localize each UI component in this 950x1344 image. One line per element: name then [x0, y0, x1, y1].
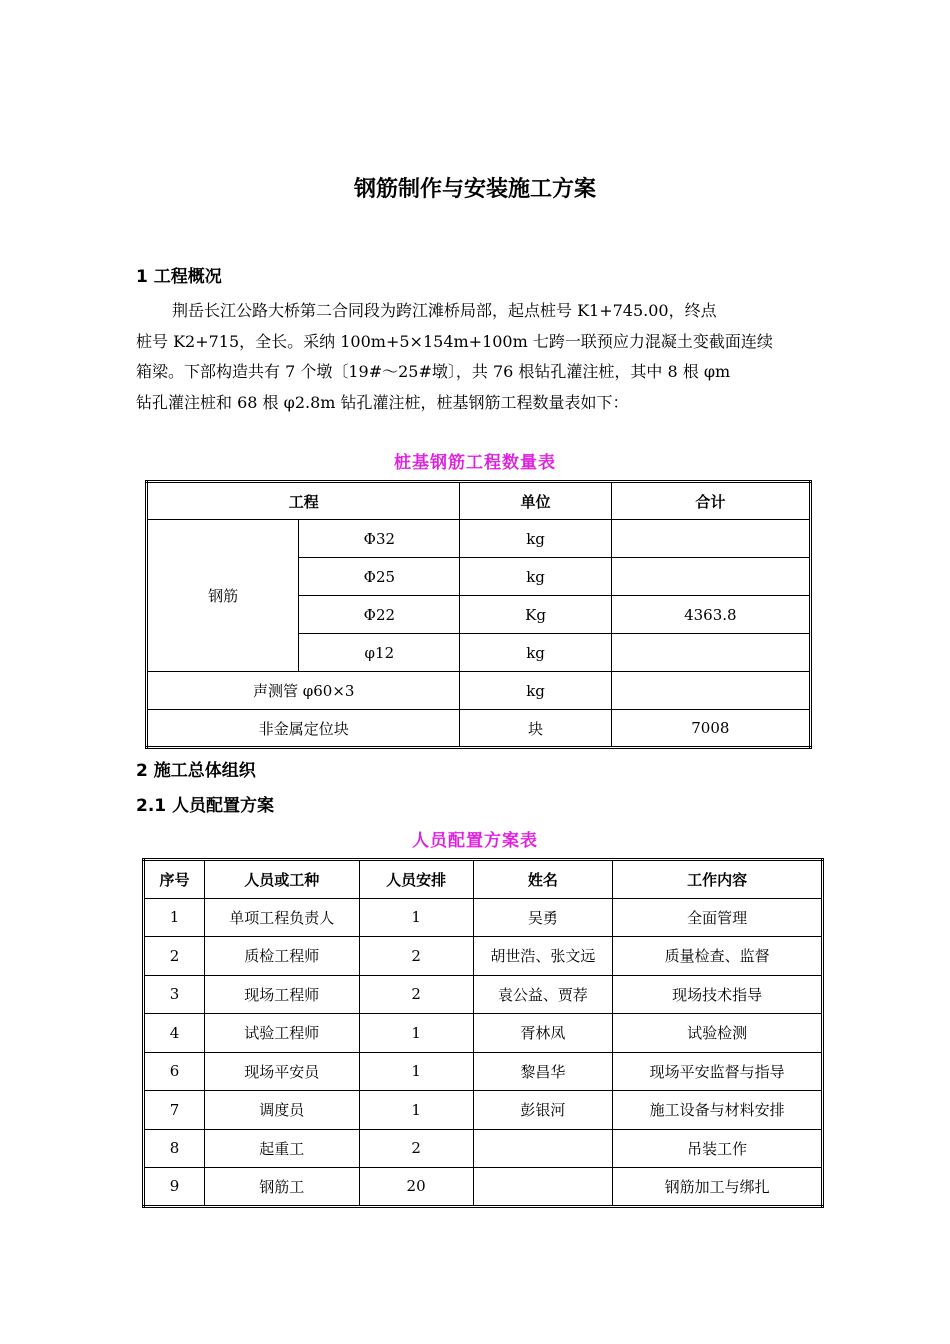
- table-cell: [611, 634, 810, 672]
- table-cell: 2: [359, 937, 473, 976]
- table-cell: kg: [460, 558, 611, 596]
- rebar-group-label: 钢筋: [147, 520, 299, 672]
- table-cell: 现场平安监督与指导: [613, 1052, 823, 1091]
- table-row: [144, 898, 823, 937]
- table-cell: 全面管理: [613, 898, 823, 937]
- table-cell: 1: [144, 898, 205, 937]
- table-row: [144, 1014, 823, 1053]
- table-row: [144, 1168, 823, 1207]
- table-cell: Φ32: [299, 520, 460, 558]
- table-cell: 3: [144, 975, 205, 1014]
- table-cell: 6: [144, 1052, 205, 1091]
- table-row: [147, 710, 811, 748]
- table-cell: 声测管 φ60×3: [147, 672, 460, 710]
- rebar-quantity-table: [145, 480, 812, 749]
- table-cell: 1: [359, 1091, 473, 1130]
- table-row: [144, 1052, 823, 1091]
- header-cell: 合计: [611, 482, 810, 520]
- document-title: 钢筋制作与安装施工方案: [353, 177, 596, 202]
- table-1-caption: 桩基钢筋工程数量表: [394, 453, 556, 473]
- table-header-row: [147, 482, 811, 520]
- table-cell: [473, 1129, 613, 1168]
- table-cell: 9: [144, 1168, 205, 1207]
- header-cell: 序号: [144, 860, 205, 899]
- table-cell: 1: [359, 898, 473, 937]
- table-cell: 20: [359, 1168, 473, 1207]
- table-row: [144, 937, 823, 976]
- section-2-heading: 2 施工总体组织: [136, 761, 256, 781]
- table-cell: 钢筋工: [204, 1168, 359, 1207]
- header-cell: 姓名: [473, 860, 613, 899]
- header-cell: 工程: [147, 482, 460, 520]
- paragraph-line: 桩号 K2+715，全长。采纳 100m+5×154m+100m 七跨一联预应力混凝土变截面连续: [136, 331, 773, 351]
- table-cell: 1: [359, 1014, 473, 1053]
- table-row: [144, 975, 823, 1014]
- table-cell: 施工设备与材料安排: [613, 1091, 823, 1130]
- table-row: [147, 520, 811, 558]
- table-cell: 吊装工作: [613, 1129, 823, 1168]
- table-2-caption: 人员配置方案表: [412, 831, 538, 851]
- table-cell: kg: [460, 520, 611, 558]
- table-row: [147, 672, 811, 710]
- table-cell: 4: [144, 1014, 205, 1053]
- staffing-plan-table: [142, 858, 824, 1208]
- table-cell: 起重工: [204, 1129, 359, 1168]
- table-cell: [611, 672, 810, 710]
- table-cell: 单项工程负责人: [204, 898, 359, 937]
- paragraph-line: 荆岳长江公路大桥第二合同段为跨江滩桥局部，起点桩号 K1+745.00，终点: [172, 301, 717, 320]
- table-cell: 钢筋加工与绑扎: [613, 1168, 823, 1207]
- section-2-1-heading: 2.1 人员配置方案: [136, 796, 275, 816]
- table-cell: 胡世浩、张文远: [473, 937, 613, 976]
- table-cell: 吴勇: [473, 898, 613, 937]
- table-cell: 试验工程师: [204, 1014, 359, 1053]
- table-cell: 现场技术指导: [613, 975, 823, 1014]
- table-row: [144, 1129, 823, 1168]
- table-cell: 4363.8: [611, 596, 810, 634]
- table-cell: 块: [460, 710, 611, 748]
- table-cell: 试验检测: [613, 1014, 823, 1053]
- table-cell: 现场工程师: [204, 975, 359, 1014]
- table-row: [144, 1091, 823, 1130]
- table-cell: 2: [359, 975, 473, 1014]
- table-cell: kg: [460, 634, 611, 672]
- header-cell: 人员安排: [359, 860, 473, 899]
- table-cell: 质检工程师: [204, 937, 359, 976]
- table-cell: 2: [144, 937, 205, 976]
- table-cell: 7: [144, 1091, 205, 1130]
- table-header-row: [144, 860, 823, 899]
- table-cell: [611, 558, 810, 596]
- table-cell: 1: [359, 1052, 473, 1091]
- table-cell: 8: [144, 1129, 205, 1168]
- paragraph-line: 钻孔灌注桩和 68 根 φ2.8m 钻孔灌注桩，桩基钢筋工程数量表如下：: [136, 392, 629, 412]
- table-cell: 非金属定位块: [147, 710, 460, 748]
- header-cell: 工作内容: [613, 860, 823, 899]
- table-cell: 黎昌华: [473, 1052, 613, 1091]
- table-cell: 彭银河: [473, 1091, 613, 1130]
- paragraph-line: 箱梁。下部构造共有 7 个墩〔19#～25#墩〕，共 76 根钻孔灌注桩，其中 8 根 φm: [136, 362, 731, 381]
- table-cell: Φ25: [299, 558, 460, 596]
- table-cell: 7008: [611, 710, 810, 748]
- table-cell: 袁公益、贾荐: [473, 975, 613, 1014]
- table-cell: kg: [460, 672, 611, 710]
- header-cell: 人员或工种: [204, 860, 359, 899]
- table-cell: 现场平安员: [204, 1052, 359, 1091]
- table-cell: 2: [359, 1129, 473, 1168]
- table-cell: 调度员: [204, 1091, 359, 1130]
- table-cell: 质量检查、监督: [613, 937, 823, 976]
- table-cell: [611, 520, 810, 558]
- section-1-heading: 1 工程概况: [136, 267, 222, 287]
- header-cell: 单位: [460, 482, 611, 520]
- table-cell: Φ22: [299, 596, 460, 634]
- section-1-paragraph: [136, 296, 816, 418]
- table-cell: φ12: [299, 634, 460, 672]
- table-cell: 胥林凤: [473, 1014, 613, 1053]
- table-cell: Kg: [460, 596, 611, 634]
- table-cell: [473, 1168, 613, 1207]
